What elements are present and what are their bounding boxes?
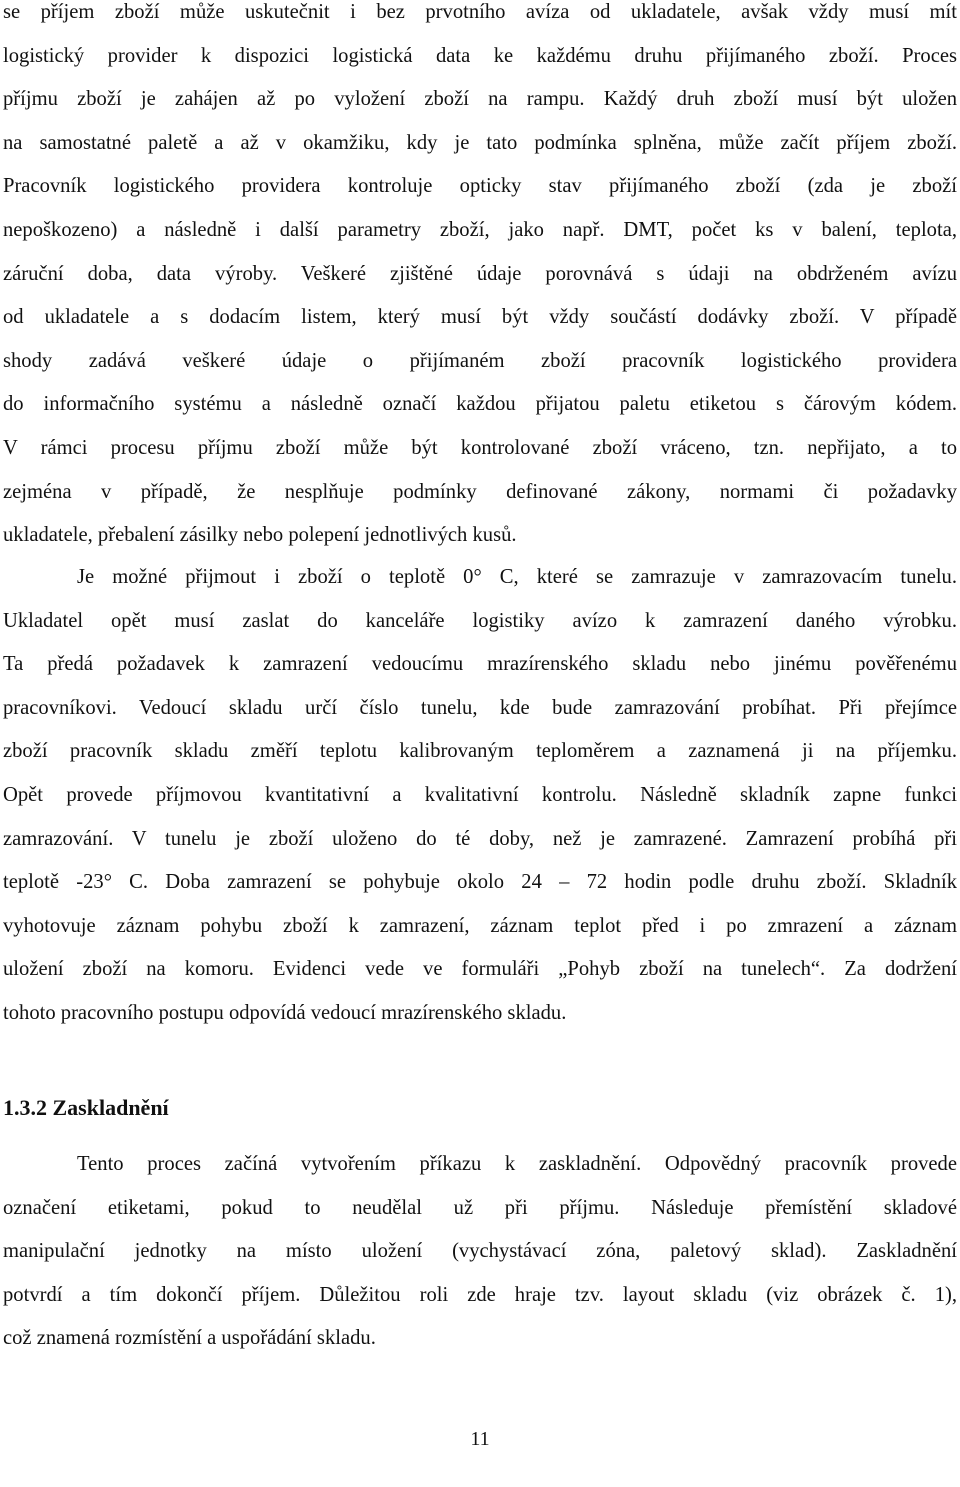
text-line: od ukladatele a s dodacím listem, který musí být vždy součástí dodávky zboží. V případě (3, 306, 957, 329)
text-line: záruční doba, data výroby. Veškeré zjištěné údaje porovnává s údaji na obdrženém avízu (3, 262, 957, 285)
text-line: vyhotovuje záznam pohybu zboží k zamrazení, záznam teplot před i po zmrazení a záznam (3, 914, 957, 937)
text-line: pracovníkovi. Vedoucí skladu určí číslo tunelu, kde bude zamrazování probíhat. Při přejímce (3, 696, 957, 719)
text-line: Pracovník logistického providera kontroluje opticky stav přijímaného zboží (zda je zboží (3, 175, 957, 198)
text-line: ukladatele, přebalení zásilky nebo polepení jednotlivých kusů. (3, 524, 517, 547)
page-number: 11 (470, 1428, 490, 1450)
text-line: teplotě -23° C. Doba zamrazení se pohybuje okolo 24 – 72 hodin podle druhu zboží. Skladník (3, 871, 957, 894)
text-line: Tento proces začíná vytvořením příkazu k zaskladnění. Odpovědný pracovník provede (77, 1153, 957, 1175)
text-line: logistický provider k dispozici logistická data ke každému druhu přijímaného zboží. Proces (3, 44, 957, 67)
text-line: se příjem zboží může uskutečnit i bez prvotního avíza od ukladatele, avšak vždy musí mít (3, 1, 957, 23)
text-line: na samostatné paletě a až v okamžiku, kdy je tato podmínka splněna, může začít příjem zboží. (3, 131, 957, 154)
text-line: do informačního systému a následně označí každou přijatou paletu etiketou s čárovým kódem. (3, 393, 957, 416)
text-line: nepoškozeno) a následně i další parametry zboží, jako např. DMT, počet ks v balení, teplota, (3, 218, 957, 241)
text-line: označení etiketami, pokud to neudělal už při příjmu. Následuje přemístění skladové (3, 1196, 957, 1219)
text-line: Ta předá požadavek k zamrazení vedoucímu mrazírenského skladu nebo jinému pověřenému (3, 653, 957, 676)
section-heading: 1.3.2 Zaskladnění (3, 1095, 169, 1120)
text-line: Je možné přijmout i zboží o teplotě 0° C, které se zamrazuje v zamrazovacím tunelu. (77, 566, 957, 588)
text-line: manipulační jednotky na místo uložení (vychystávací zóna, paletový sklad). Zaskladnění (3, 1240, 957, 1263)
text-line: uložení zboží na komoru. Evidenci vede ve formuláři „Pohyb zboží na tunelech“. Za dodržení (3, 958, 957, 981)
text-line: potvrdí a tím dokončí příjem. Důležitou roli zde hraje tzv. layout skladu (viz obrázek č. 1), (3, 1283, 957, 1306)
text-line: což znamená rozmístění a uspořádání skladu. (3, 1327, 376, 1350)
text-line: zboží pracovník skladu změří teplotu kalibrovaným teploměrem a zaznamená ji na příjemku. (3, 740, 957, 763)
text-line: Ukladatel opět musí zaslat do kanceláře logistiky avízo k zamrazení daného výrobku. (3, 609, 957, 632)
text-line: shody zadává veškeré údaje o přijímaném zboží pracovník logistického providera (3, 349, 957, 372)
text-line: Opět provede příjmovou kvantitativní a kvalitativní kontrolu. Následně skladník zapne funkci (3, 783, 957, 806)
paragraph-freezing (3, 556, 957, 1036)
text-line: zamrazování. V tunelu je zboží uloženo do té doby, než je zamrazené. Zamrazení probíhá při (3, 827, 957, 850)
paragraph-storage (3, 1143, 957, 1361)
text-line: V rámci procesu příjmu zboží může být kontrolované zboží vráceno, tzn. nepřijato, a to (3, 436, 957, 459)
text-line: tohoto pracovního postupu odpovídá vedoucí mrazírenského skladu. (3, 1001, 567, 1024)
text-line: příjmu zboží je zahájen až po vyložení zboží na rampu. Každý druh zboží musí být uložen (3, 88, 957, 111)
text-line: zejména v případě, že nesplňuje podmínky definované zákony, normami či požadavky (3, 480, 957, 503)
paragraph-receiving (3, 0, 957, 558)
